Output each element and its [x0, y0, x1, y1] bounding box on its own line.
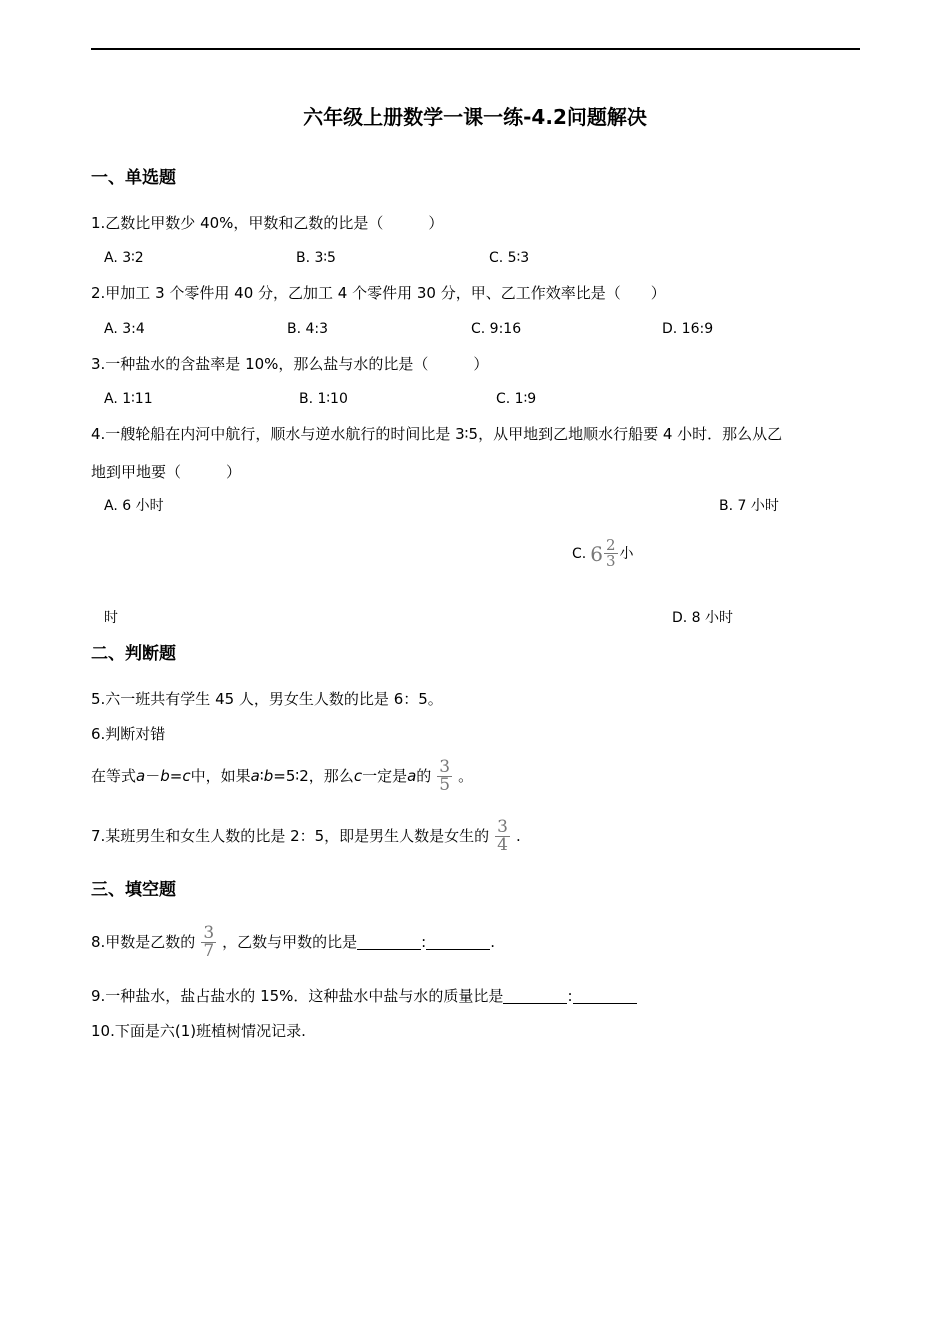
answer-blank[interactable]: [573, 989, 637, 1004]
fraction: [201, 922, 216, 961]
q2-option-a: A. 3:4: [104, 321, 145, 337]
answer-blank[interactable]: [357, 935, 421, 950]
text: :: [567, 987, 573, 1005]
header-rule: [91, 48, 860, 50]
text: .: [490, 933, 495, 951]
question-8: [91, 920, 495, 964]
fraction-denominator: 5: [439, 774, 451, 795]
text: ∶: [259, 767, 264, 785]
question-4-line-2: 地到甲地要（ ）: [91, 463, 242, 481]
question-10: 10.下面是六(1)班植树情况记录.: [91, 1022, 306, 1040]
variable: c: [353, 767, 363, 785]
fraction: [437, 756, 452, 795]
fraction-denominator: 7: [203, 940, 215, 961]
section-heading-fill-in: 三、填空题: [91, 880, 176, 900]
variable: a: [407, 767, 417, 785]
text: .: [516, 827, 521, 845]
q4-option-c-suffix: 小: [619, 545, 634, 562]
fraction-denominator: 3: [605, 552, 616, 570]
q4-option-c-prefix: C.: [572, 545, 587, 562]
text: 一定是: [362, 767, 408, 785]
q4-option-b: B. 7 小时: [719, 498, 779, 514]
q4-option-a: A. 6 小时: [104, 498, 164, 514]
question-3: 3.一种盐水的含盐率是 10%，那么盐与水的比是（ ）: [91, 355, 489, 373]
answer-blank[interactable]: [426, 935, 490, 950]
answer-blank[interactable]: [503, 989, 567, 1004]
variable: a: [136, 767, 146, 785]
page-title: 六年级上册数学一课一练-4.2问题解决: [303, 105, 647, 129]
variable: b: [263, 767, 274, 785]
text: 的: [416, 767, 432, 785]
section-heading-true-false: 二、判断题: [91, 644, 176, 664]
variable: b: [160, 767, 170, 785]
q1-option-b: B. 3∶5: [296, 250, 336, 266]
fraction-numerator: 3: [497, 816, 508, 837]
q4-option-c-wrap: 时: [104, 610, 118, 626]
fraction-numerator: 3: [439, 756, 451, 777]
q2-option-d: D. 16:9: [662, 321, 714, 337]
text: =5∶2，那么: [273, 767, 354, 785]
text: =: [169, 767, 183, 785]
q3-option-a: A. 1∶11: [104, 391, 153, 407]
question-4-line-1: 4.一艘轮船在内河中航行，顺水与逆水航行的时间比是 3∶5，从甲地到乙地顺水行船要 4 小时．那么从乙: [91, 425, 783, 443]
fraction: [495, 816, 510, 855]
variable: c: [182, 767, 191, 785]
mixed-number: [590, 538, 617, 569]
question-7: [91, 814, 521, 858]
text: －: [145, 767, 161, 785]
question-2: 2.甲加工 3 个零件用 40 分，乙加工 4 个零件用 30 分，甲、乙工作效率比是（ ）: [91, 284, 666, 302]
text: ，乙数与甲数的比是: [222, 933, 358, 951]
q3-option-c: C. 1∶9: [496, 391, 537, 407]
q3-option-b: B. 1∶10: [299, 391, 348, 407]
text: 7.某班男生和女生人数的比是 2：5，即是男生人数是女生的: [91, 827, 490, 845]
question-5: 5.六一班共有学生 45 人，男女生人数的比是 6：5。: [91, 690, 443, 708]
text: :: [421, 933, 427, 951]
question-1: 1.乙数比甲数少 40%，甲数和乙数的比是（ ）: [91, 214, 444, 232]
q4-option-c: [572, 538, 634, 569]
mixed-fraction: [604, 538, 618, 569]
question-6-title: 6.判断对错: [91, 725, 166, 743]
q2-option-b: B. 4:3: [287, 321, 329, 337]
text: 9.一种盐水，盐占盐水的 15%．这种盐水中盐与水的质量比是: [91, 987, 504, 1005]
variable: a: [250, 767, 260, 785]
fraction-denominator: 4: [497, 834, 508, 855]
text: 。: [458, 767, 474, 785]
question-6-statement: [91, 754, 473, 798]
text: 在等式: [91, 767, 137, 785]
q1-option-a: A. 3∶2: [104, 250, 144, 266]
mixed-whole: 6: [590, 541, 603, 566]
fraction-numerator: 3: [203, 922, 215, 943]
fraction-numerator: 2: [605, 536, 616, 554]
text: 中，如果: [190, 767, 251, 785]
text: 8.甲数是乙数的: [91, 933, 196, 951]
q1-option-c: C. 5∶3: [489, 250, 530, 266]
q2-option-c: C. 9:16: [471, 321, 522, 337]
section-heading-single-choice: 一、单选题: [91, 168, 176, 188]
question-9: [91, 985, 637, 1007]
q4-option-d: D. 8 小时: [672, 610, 734, 626]
